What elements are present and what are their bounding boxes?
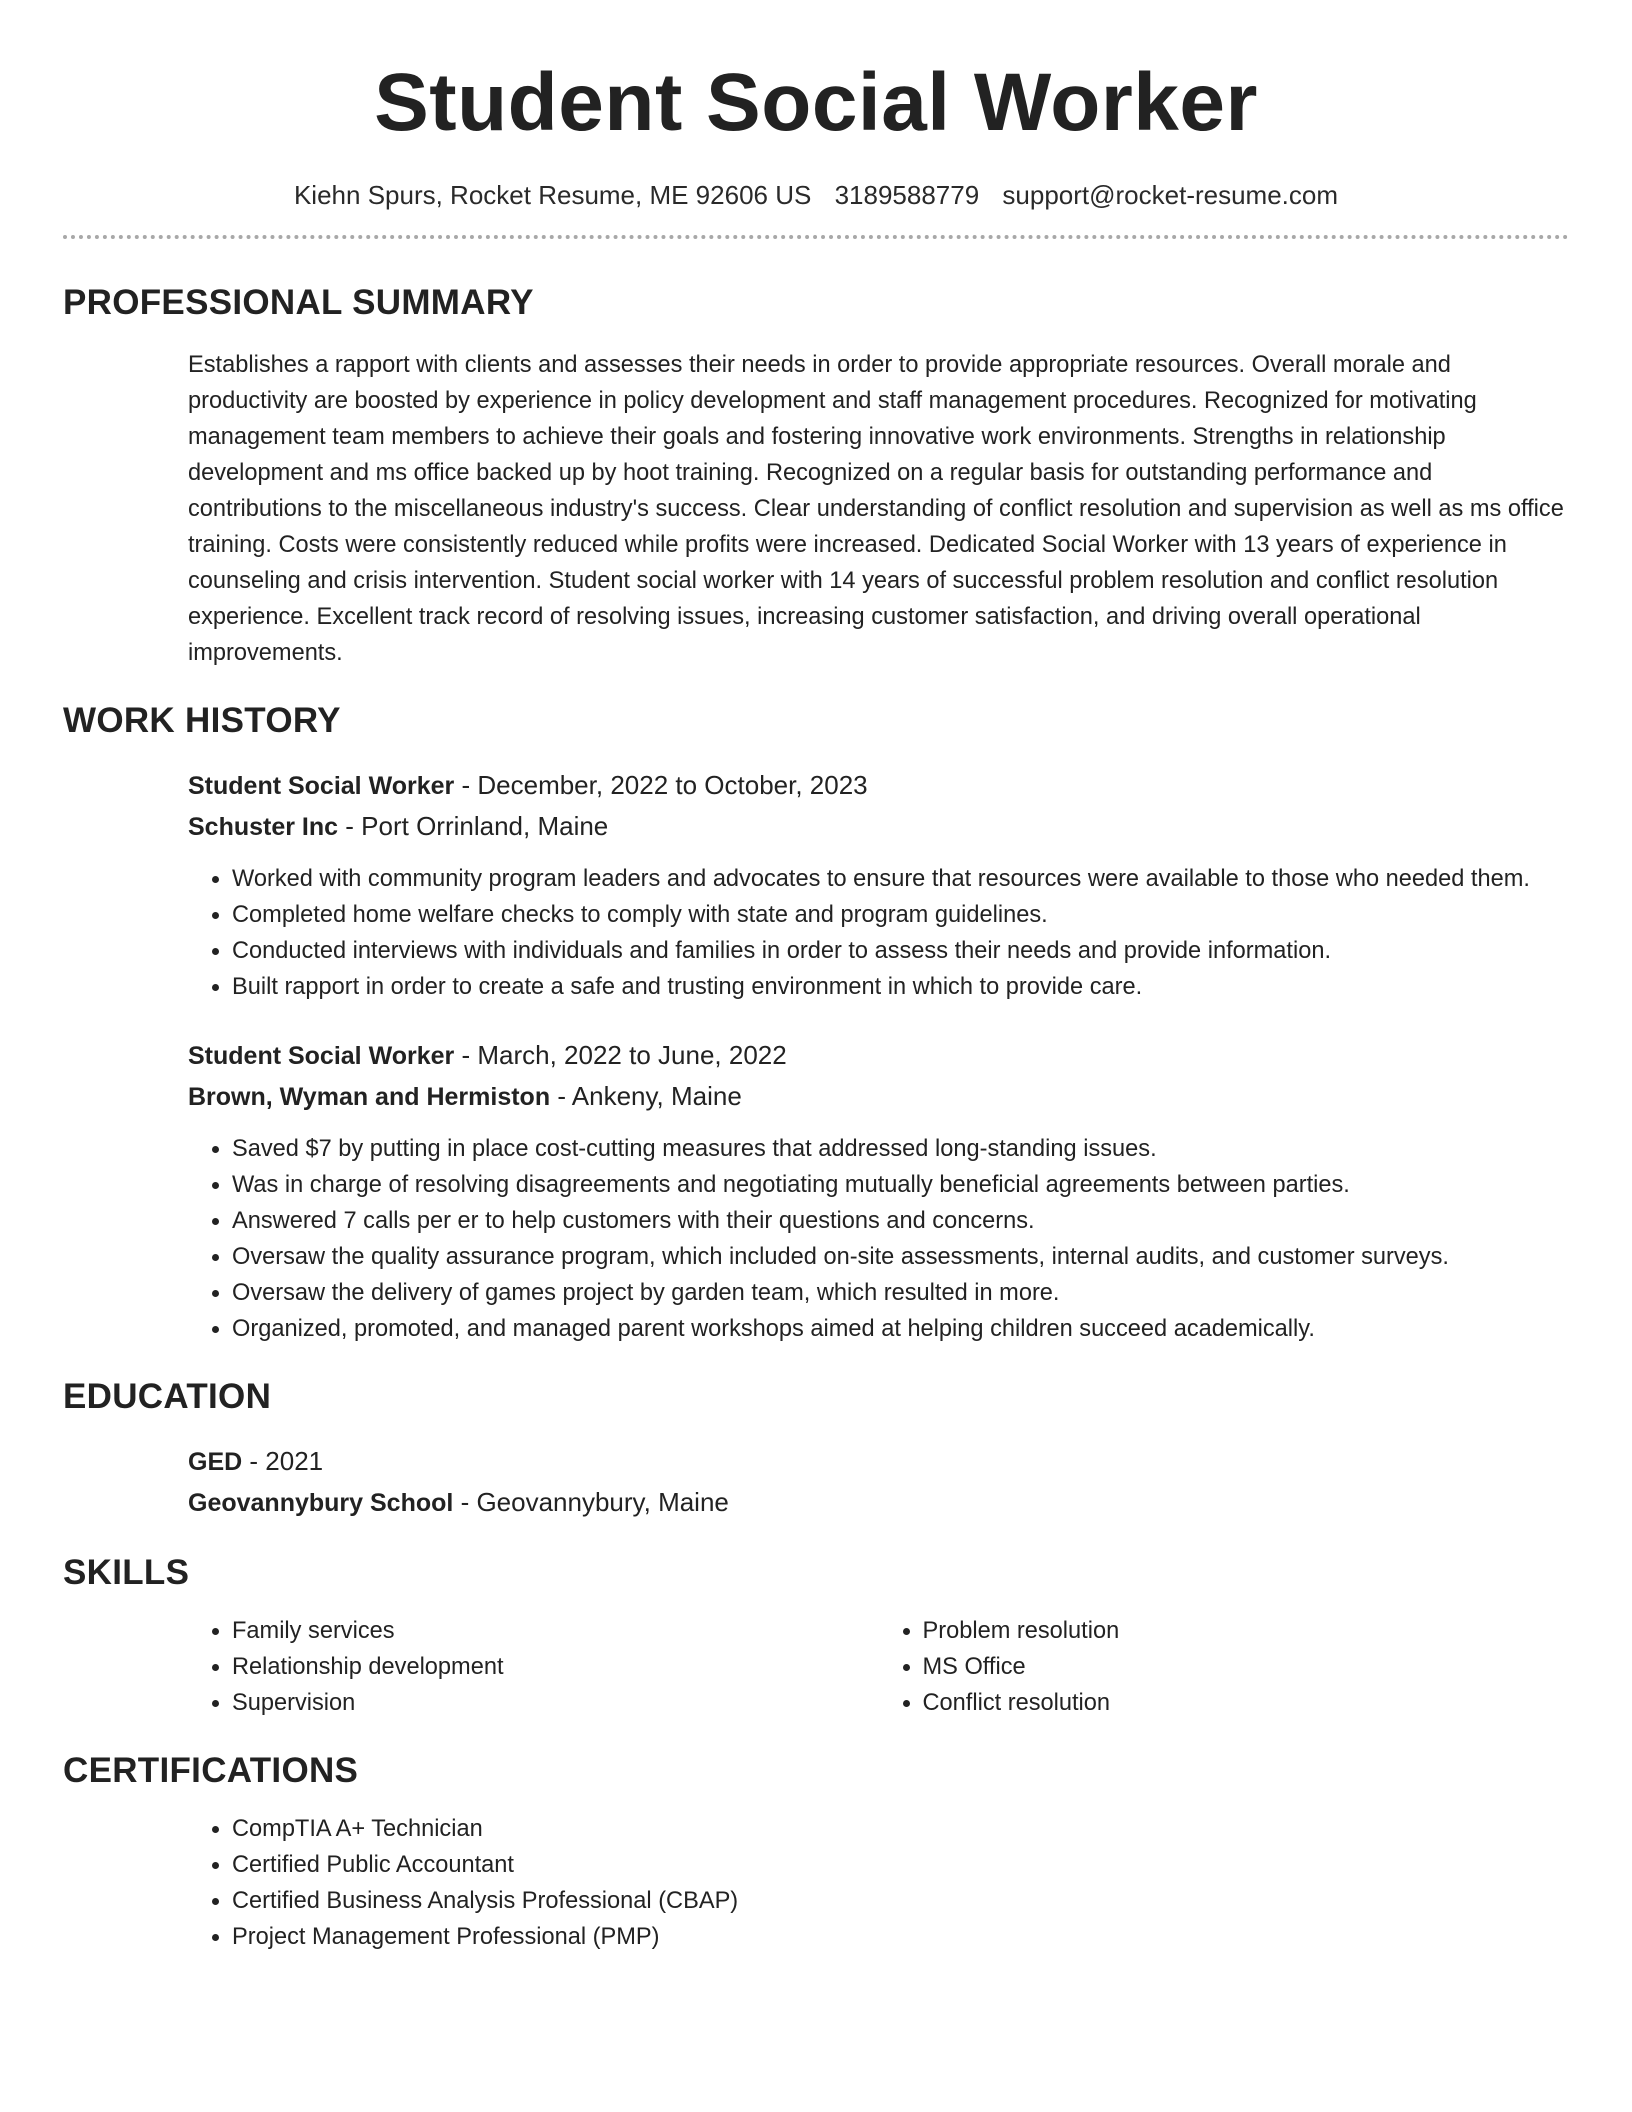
job-bullet: • Oversaw the delivery of games project by garden team, which resulted in more.	[232, 1275, 1569, 1311]
education-year: - 2021	[242, 1446, 324, 1476]
skills-list-left	[188, 1613, 879, 1721]
job-entry	[188, 1035, 1569, 1347]
job-bullet: • Completed home welfare checks to comply with state and program guidelines.	[232, 897, 1569, 933]
contact-phone: 3189588779	[834, 180, 980, 210]
job-bullet: • Organized, promoted, and managed parent workshops aimed at helping children succeed academically.	[232, 1311, 1569, 1347]
skill-item: • Conflict resolution	[923, 1685, 1570, 1721]
education-heading: EDUCATION	[63, 1377, 272, 1416]
skills-section	[188, 1613, 1569, 1721]
job-dates: - December, 2022 to October, 2023	[454, 770, 868, 800]
job-role: Student Social Worker	[188, 1042, 455, 1070]
skills-grid	[188, 1613, 1569, 1721]
header-divider	[63, 235, 1569, 239]
skill-item: • Supervision	[232, 1685, 879, 1721]
job-company: Schuster Inc	[188, 813, 339, 841]
job-location: - Ankeny, Maine	[550, 1081, 742, 1111]
work-history-section	[188, 765, 1569, 1347]
job-company-line	[188, 806, 1569, 847]
job-title-line	[188, 765, 1569, 806]
certification-item: • CompTIA A+ Technician	[232, 1811, 1569, 1847]
job-bullet: • Conducted interviews with individuals and families in order to assess their needs and provide information.	[232, 933, 1569, 969]
job-company: Brown, Wyman and Hermiston	[188, 1083, 551, 1111]
summary-section	[188, 347, 1569, 671]
summary-text: Establishes a rapport with clients and assesses their needs in order to provide appropriate resources. Overall morale and productivity are boosted by experience in policy development and staff management procedures. Recognized for motivating management team members to achieve their goals and fostering innovative work environments. Strengths in relationship development and ms office backed up by hoot training. Recognized on a regular basis for outstanding performance and contributions to the miscellaneous industry's success. Clear understanding of conflict resolution and supervision as well as ms office training. Costs were consistently reduced while profits were increased. Dedicated Social Worker with 13 years of experience in counseling and crisis intervention. Student social worker with 14 years of successful problem resolution and conflict resolution experience. Excellent track record of resolving issues, increasing customer satisfaction, and driving overall operational improvements.	[188, 352, 1564, 666]
job-bullets	[188, 861, 1569, 1005]
job-bullet: • Oversaw the quality assurance program, which included on-site assessments, internal audits, and customer surveys.	[232, 1239, 1569, 1275]
summary-heading: PROFESSIONAL SUMMARY	[63, 283, 534, 322]
job-bullets	[188, 1131, 1569, 1347]
work-history-heading: WORK HISTORY	[63, 701, 341, 740]
job-entry	[188, 765, 1569, 1005]
education-section	[188, 1441, 1569, 1523]
job-dates: - March, 2022 to June, 2022	[454, 1040, 787, 1070]
contact-email: support@rocket-resume.com	[1002, 180, 1339, 210]
skill-item: • Relationship development	[232, 1649, 879, 1685]
skills-heading: SKILLS	[63, 1553, 190, 1592]
education-location: - Geovannybury, Maine	[453, 1487, 729, 1517]
education-school-line	[188, 1482, 1569, 1523]
certifications-list	[188, 1811, 1569, 1955]
job-title-line	[188, 1035, 1569, 1076]
job-bullet: • Worked with community program leaders and advocates to ensure that resources were available to those who needed them.	[232, 861, 1569, 897]
skill-item: • Family services	[232, 1613, 879, 1649]
education-degree: GED	[188, 1448, 243, 1476]
job-role: Student Social Worker	[188, 772, 455, 800]
certification-item: • Certified Public Accountant	[232, 1847, 1569, 1883]
certification-item: • Certified Business Analysis Professional (CBAP)	[232, 1883, 1569, 1919]
job-company-line	[188, 1076, 1569, 1117]
resume-name: Student Social Worker	[374, 57, 1258, 148]
contact-address: Kiehn Spurs, Rocket Resume, ME 92606 US	[293, 180, 812, 210]
skills-list-right	[879, 1613, 1570, 1721]
education-school: Geovannybury School	[188, 1489, 454, 1517]
certifications-section	[188, 1811, 1569, 1955]
education-degree-line	[188, 1441, 1569, 1482]
certifications-heading: CERTIFICATIONS	[63, 1751, 359, 1790]
job-bullet: • Was in charge of resolving disagreements and negotiating mutually beneficial agreements between parties.	[232, 1167, 1569, 1203]
skill-item: • Problem resolution	[923, 1613, 1570, 1649]
job-bullet: • Built rapport in order to create a safe and trusting environment in which to provide care.	[232, 969, 1569, 1005]
job-bullet: • Saved $7 by putting in place cost-cutting measures that addressed long-standing issues.	[232, 1131, 1569, 1167]
skill-item: • MS Office	[923, 1649, 1570, 1685]
certification-item: • Project Management Professional (PMP)	[232, 1919, 1569, 1955]
job-bullet: • Answered 7 calls per er to help customers with their questions and concerns.	[232, 1203, 1569, 1239]
job-location: - Port Orrinland, Maine	[338, 811, 609, 841]
contact-line	[63, 180, 1569, 211]
